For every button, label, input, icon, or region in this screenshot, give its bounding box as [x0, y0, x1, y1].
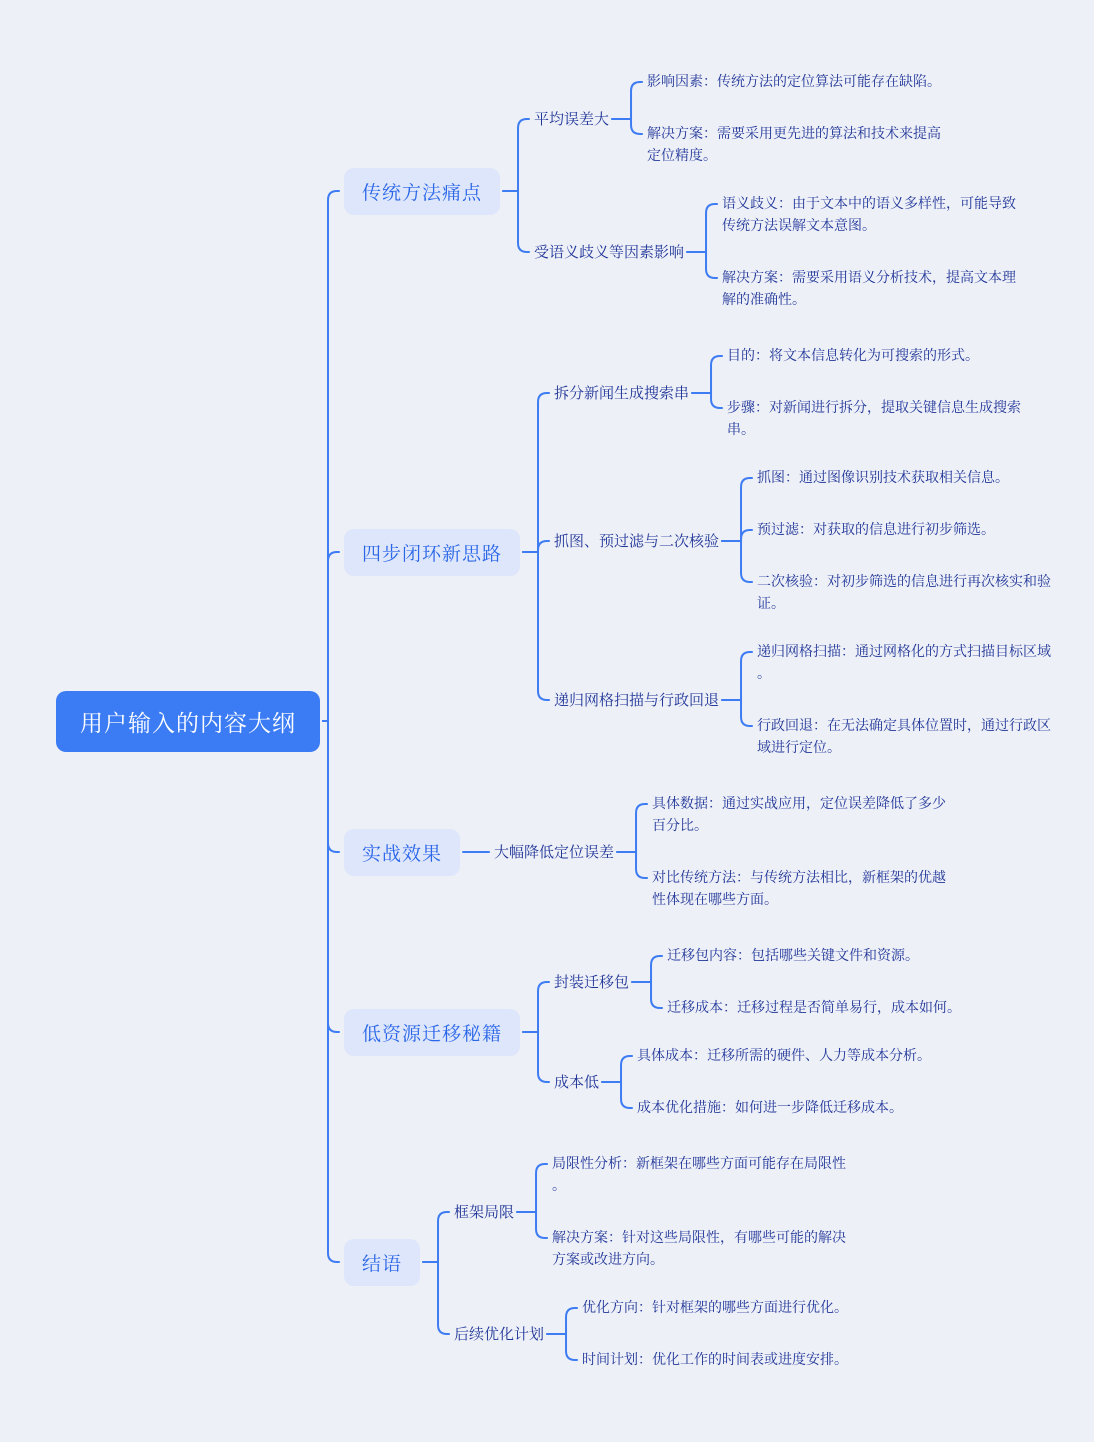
subtopic-node-1-0[interactable]: 拆分新闻生成搜索串: [554, 383, 690, 402]
branch-node-3[interactable]: 低资源迁移秘籍: [344, 1009, 520, 1056]
leaf-node-4-1-0[interactable]: 优化方向：针对框架的哪些方面进行优化。: [582, 1300, 849, 1316]
subtopic-node-3-0[interactable]: 封装迁移包: [554, 972, 630, 991]
branch-node-1[interactable]: 四步闭环新思路: [344, 529, 520, 576]
subtopic-node-0-0[interactable]: 平均误差大: [534, 109, 610, 128]
subtopic-node-1-2[interactable]: 递归网格扫描与行政回退: [554, 690, 720, 709]
leaf-node-1-0-0[interactable]: 目的：将文本信息转化为可搜索的形式。: [727, 348, 980, 364]
subtopic-node-4-1[interactable]: 后续优化计划: [454, 1324, 545, 1343]
leaf-node-2-0-1[interactable]: 对比传统方法：与传统方法相比，新框架的优越性体现在哪些方面。: [652, 870, 947, 908]
leaf-node-1-0-1[interactable]: 步骤：对新闻进行拆分，提取关键信息生成搜索串。: [727, 400, 1022, 438]
subtopic-node-2-0[interactable]: 大幅降低定位误差: [494, 842, 615, 861]
branch-node-4[interactable]: 结语: [344, 1239, 420, 1286]
subtopic-node-1-1[interactable]: 抓图、预过滤与二次核验: [554, 531, 720, 550]
leaf-node-1-1-0[interactable]: 抓图：通过图像识别技术获取相关信息。: [757, 470, 1010, 486]
leaf-node-1-2-1[interactable]: 行政回退：在无法确定具体位置时，通过行政区域进行定位。: [757, 718, 1052, 756]
subtopic-node-0-1[interactable]: 受语义歧义等因素影响: [534, 242, 685, 261]
leaf-node-0-1-1[interactable]: 解决方案：需要采用语义分析技术，提高文本理解的准确性。: [722, 270, 1017, 308]
leaf-node-1-2-0[interactable]: 递归网格扫描：通过网格化的方式扫描目标区域。: [757, 644, 1052, 682]
leaf-node-0-1-0[interactable]: 语义歧义：由于文本中的语义多样性，可能导致传统方法误解文本意图。: [722, 196, 1017, 234]
leaf-node-3-0-1[interactable]: 迁移成本：迁移过程是否简单易行，成本如何。: [667, 1000, 962, 1016]
leaf-node-0-0-1[interactable]: 解决方案：需要采用更先进的算法和技术来提高定位精度。: [647, 126, 942, 164]
leaf-node-4-1-1[interactable]: 时间计划：优化工作的时间表或进度安排。: [582, 1352, 849, 1368]
leaf-node-4-0-0[interactable]: 局限性分析：新框架在哪些方面可能存在局限性。: [552, 1156, 847, 1194]
subtopic-node-4-0[interactable]: 框架局限: [454, 1202, 515, 1221]
root-node[interactable]: 用户输入的内容大纲: [56, 691, 320, 752]
branch-node-0[interactable]: 传统方法痛点: [344, 168, 500, 215]
leaf-node-3-0-0[interactable]: 迁移包内容：包括哪些关键文件和资源。: [667, 948, 920, 964]
leaf-node-3-1-1[interactable]: 成本优化措施：如何进一步降低迁移成本。: [637, 1100, 904, 1116]
leaf-node-3-1-0[interactable]: 具体成本：迁移所需的硬件、人力等成本分析。: [637, 1048, 932, 1064]
leaf-node-2-0-0[interactable]: 具体数据：通过实战应用，定位误差降低了多少百分比。: [652, 796, 947, 834]
leaf-node-1-1-1[interactable]: 预过滤：对获取的信息进行初步筛选。: [757, 522, 996, 538]
leaf-node-4-0-1[interactable]: 解决方案：针对这些局限性，有哪些可能的解决方案或改进方向。: [552, 1230, 847, 1268]
subtopic-node-3-1[interactable]: 成本低: [554, 1072, 600, 1091]
branch-node-2[interactable]: 实战效果: [344, 829, 460, 876]
leaf-node-0-0-0[interactable]: 影响因素：传统方法的定位算法可能存在缺陷。: [647, 74, 942, 90]
leaf-node-1-1-2[interactable]: 二次核验：对初步筛选的信息进行再次核实和验证。: [757, 574, 1052, 612]
